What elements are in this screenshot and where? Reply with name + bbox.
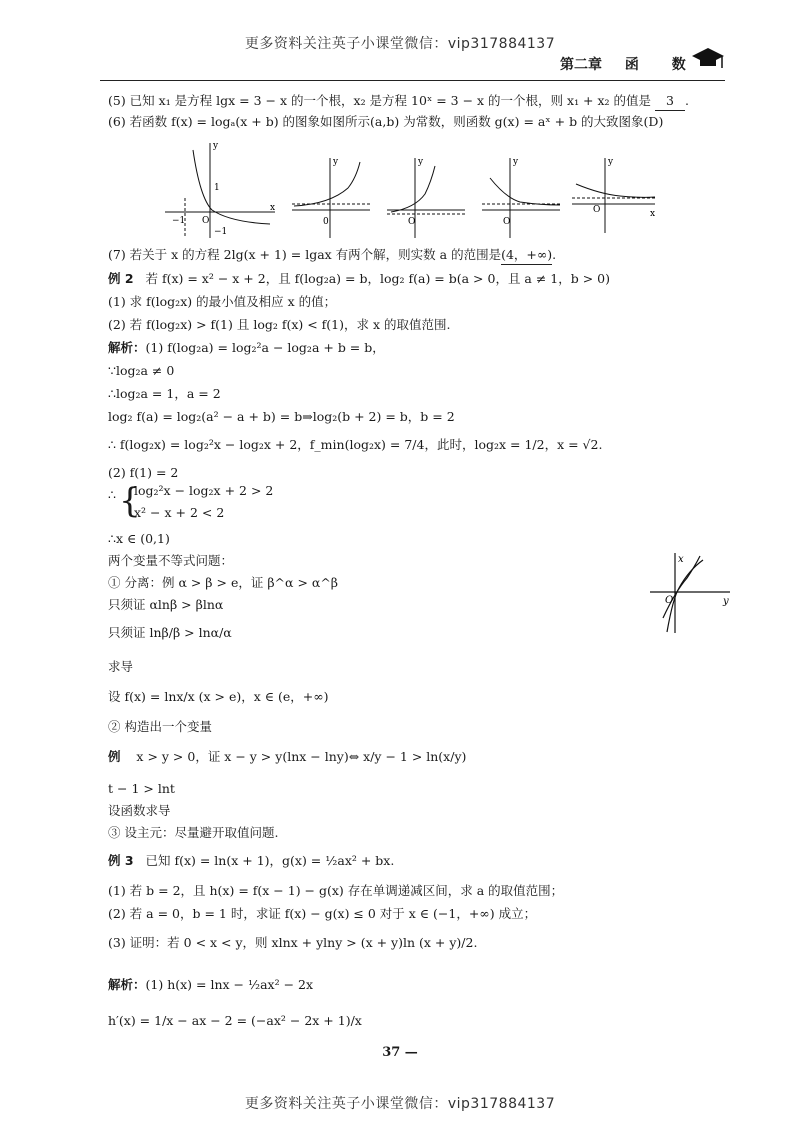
answer-q7: (4，+∞) [501,246,552,265]
graph-d-x-label: x [650,209,656,219]
method-2-step-2: 设函数求导 [108,803,171,818]
question-7-text: (7) 若关于 x 的方程 2lg(x + 1) = lgax 有两个解，则实数 a 的范围是 [108,247,502,262]
graph-d-origin: O [593,205,601,215]
graph-c-origin: O [503,217,511,227]
chapter-number: 第二章 [560,57,602,73]
method-3: ③ 设主元：尽量避开取值问题. [108,825,279,840]
method-2: ② 构造出一个变量 [108,719,212,734]
question-5-text: (5) 已知 x₁ 是方程 lgx = 3 − x 的一个根，x₂ 是方程 10ˣ = 3 − x 的一个根，则 x₁ + x₂ 的值是 [108,93,656,108]
method-2-example-text: x > y > 0，证 x − y > y(lnx − lny)⇔ x/y − 1 > ln(x/y) [136,749,467,764]
graph-given-one: 1 [214,183,220,193]
example-3-text: 已知 f(x) = ln(x + 1)，g(x) = ½ax² + bx. [145,853,395,868]
graph-b-y-label: y [418,157,424,167]
solution-3-line-1 [108,976,313,994]
q5-period: . [685,93,690,108]
graduation-cap-icon [690,44,726,70]
example-3-label: 例 3 [108,853,134,868]
watermark-bottom: 更多资料关注英子小课堂微信：vip317884137 [244,1096,556,1112]
solution-2-system-2: x² − x + 2 < 2 [134,505,225,520]
side-graph [645,548,735,638]
solution-2-line-4: log₂ f(a) = log₂(a² − a + b) = b⇒log₂(b + 2) = b，b = 2 [108,409,455,424]
method-1: ① 分离：例 α > β > e，证 β^α > α^β [108,575,339,590]
solution-2-line-1 [108,339,385,357]
graph-b [387,158,465,238]
method-2-step-1: t − 1 > lnt [108,781,175,796]
question-6: (6) 若函数 f(x) = logₐ(x + b) 的图象如图所示(a,b) 为常数，则函数 g(x) = aˣ + b 的大致图象(D) [108,114,664,129]
example-2-label: 例 2 [108,271,134,286]
example-3-part-2: (2) 若 a = 0，b = 1 时，求证 f(x) − g(x) ≤ 0 对于 x ∈ (−1，+∞) 成立； [108,906,537,921]
graph-b-origin: O [408,217,416,227]
solution-2-line-5: ∴ f(log₂x) = log₂²x − log₂x + 2，f_min(log₂x) = 7/4，此时，log₂x = 1/2，x = √2. [108,437,603,452]
solution-2-line-2: ∵log₂a ≠ 0 [108,363,175,378]
graph-c-y-label: y [513,157,519,167]
example-3 [108,852,394,870]
answer-q5: 3 [655,92,685,111]
example-2-part-2: (2) 若 f(log₂x) > f(1) 且 log₂ f(x) < f(1)，求 x 的取值范围. [108,317,451,332]
graph-c [482,158,560,238]
solution-2-line-6: (2) f(1) = 2 [108,465,179,480]
solution-3-text: (1) h(x) = lnx − ½ax² − 2x [145,977,314,992]
side-graph-origin: O [665,595,674,606]
chapter-title-2: 数 [671,57,686,73]
example-2-text: 若 f(x) = x² − x + 2，且 f(log₂a) = b，log₂ f(a) = b(a > 0，且 a ≠ 1，b > 0) [145,271,610,286]
solution-label-3: 解析： [108,977,146,992]
two-variable-heading: 两个变量不等式问题： [108,553,234,568]
example-3-part-1: (1) 若 b = 2，且 h(x) = f(x − 1) − g(x) 存在单调递减区间，求 a 的取值范围； [108,883,564,898]
solution-label-1: 解析： [108,340,146,355]
example-2 [108,270,610,288]
graph-d [572,158,655,233]
method-1-step-4: 设 f(x) = lnx/x (x > e)，x ∈ (e，+∞) [108,689,329,704]
example-3-part-3: (3) 证明：若 0 < x < y，则 xlnx + ylny > (x + y)ln (x + y)/2. [108,935,478,950]
header-rule [100,80,725,81]
question-7 [108,246,556,265]
graph-given-origin: O [202,216,210,226]
graph-a [292,158,370,238]
graph-d-y-label: y [608,157,614,167]
solution-2-line-8: ∴x ∈ (0,1) [108,531,170,546]
solution-2-system-1: log₂²x − log₂x + 2 > 2 [134,483,274,498]
graph-given-y-label: y [213,141,219,151]
example-label: 例 [108,749,121,764]
example-2-part-1: (1) 求 f(log₂x) 的最小值及相应 x 的值； [108,294,337,309]
side-graph-x-label: x [678,554,684,565]
chapter-title-1: 函 [624,57,639,73]
solution-2-line-3: ∴log₂a = 1，a = 2 [108,386,221,401]
side-graph-y-label: y [723,596,729,607]
chapter-header [560,54,686,74]
system-brace: { [119,481,141,521]
graph-given-neg-one: −1 [172,216,186,226]
watermark-top: 更多资料关注英子小课堂微信：vip317884137 [244,36,556,52]
q7-period: . [552,247,557,262]
graph-a-zero: 0 [323,217,329,227]
method-1-step-3: 求导 [108,659,134,674]
method-2-example [108,748,466,766]
graph-a-y-label: y [333,157,339,167]
solution-3-line-2: h′(x) = 1/x − ax − 2 = (−ax² − 2x + 1)/x [108,1013,362,1028]
solution-2-system-therefore: ∴ [108,487,116,502]
graph-given-x-label: x [270,203,276,213]
page-number: 37 — [382,1045,418,1060]
solution-2-text: (1) f(log₂a) = log₂²a − log₂a + b = b， [145,340,385,355]
graph-given-neg-one-y: −1 [214,227,228,237]
question-6-graphs [160,138,660,248]
question-5 [108,92,689,111]
method-1-step-2: 只须证 lnβ/β > lnα/α [108,625,232,640]
method-1-step-1: 只须证 αlnβ > βlnα [108,597,224,612]
